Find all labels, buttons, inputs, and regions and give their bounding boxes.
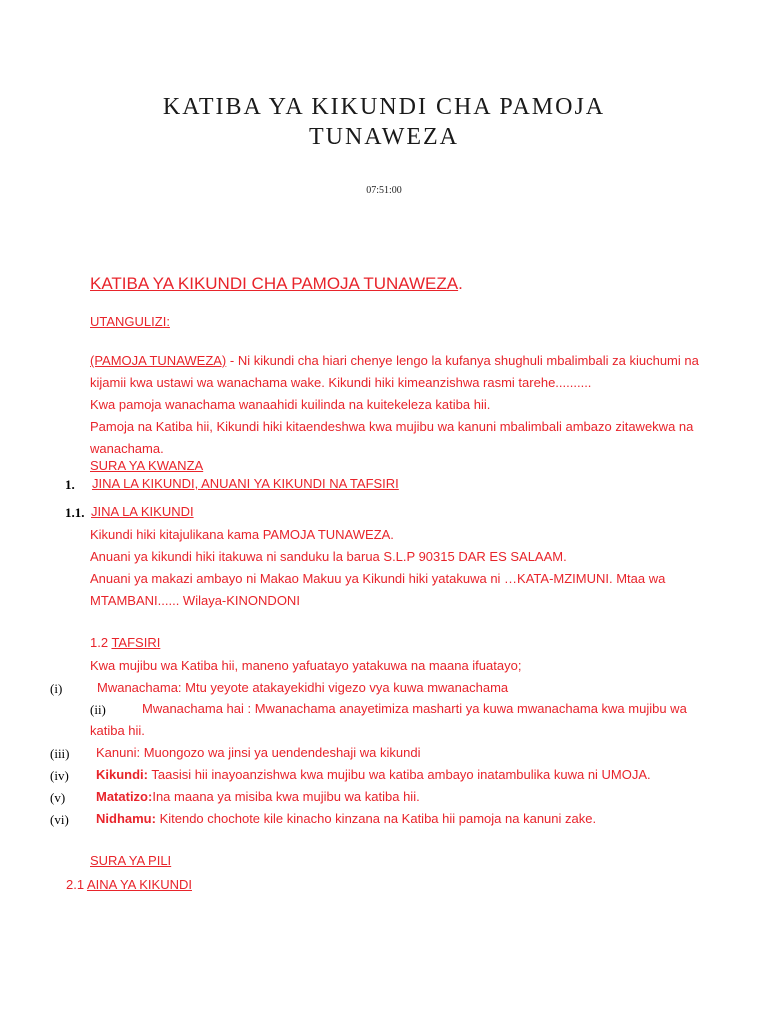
doc-timestamp: 07:51:00 <box>366 185 402 196</box>
definition-iv-term: Kikundi: <box>96 767 148 782</box>
definition-v-text: Ina maana ya misiba kwa mujibu wa katiba hii. <box>152 789 420 804</box>
sura-kwanza-heading: SURA YA KWANZA <box>90 458 204 473</box>
intro-line1-rest: - Ni kikundi cha hiari chenye lengo la kufanya shughuli mbalimbali za kiuchumi na <box>226 353 699 368</box>
section-1-1-line: Anuani ya makazi ambayo ni Makao Makuu ya Kikundi hiki yatakuwa ni …KATA-MZIMUNI. Mtaa wa <box>90 571 666 586</box>
definition-iv-number: (iv) <box>50 768 69 783</box>
section-1-2-number: 1.2 <box>90 635 112 650</box>
sura-pili-heading: SURA YA PILI <box>90 853 172 868</box>
section-2-1-heading <box>66 877 192 892</box>
section-2-1-number: 2.1 <box>66 877 87 892</box>
definition-vi-text: Kitendo chochote kile kinacho kinzana na Katiba hii pamoja na kanuni zake. <box>155 811 597 826</box>
intro-line4: Pamoja na Katiba hii, Kikundi hiki kitaendeshwa kwa mujibu wa kanuni mbalimbali ambazo zitawekwa na <box>90 419 694 434</box>
intro-line1 <box>90 353 699 368</box>
definition-v-term: Matatizo: <box>96 789 153 804</box>
definition-v <box>96 789 420 804</box>
section-1-2-intro: Kwa mujibu wa Katiba hii, maneno yafuatayo yatakuwa na maana ifuatayo; <box>90 658 522 673</box>
main-heading <box>90 274 463 294</box>
section-1-title: JINA LA KIKUNDI, ANUANI YA KIKUNDI NA TAFSIRI <box>92 476 399 491</box>
section-1-2-heading <box>90 635 160 650</box>
main-heading-text: KATIBA YA KIKUNDI CHA PAMOJA TUNAWEZA <box>90 274 459 293</box>
definition-ii-continuation: katiba hii. <box>90 723 145 738</box>
section-1-1-line: Anuani ya kikundi hiki itakuwa ni sanduku la barua S.L.P 90315 DAR ES SALAAM. <box>90 549 567 564</box>
section-1-1-line: Kikundi hiki kitajulikana kama PAMOJA TUNAWEZA. <box>90 527 394 542</box>
definition-i-text: Mwanachama: Mtu yeyote atakayekidhi vigezo vya kuwa mwanachama <box>97 680 509 695</box>
definition-ii-number: (ii) <box>90 702 106 717</box>
intro-line5: wanachama. <box>90 441 164 456</box>
utangulizi-heading: UTANGULIZI: <box>90 314 170 329</box>
main-heading-period: . <box>458 274 463 293</box>
intro-line2: kijamii kwa ustawi wa wanachama wake. Kikundi hiki kimeanzishwa rasmi tarehe.......... <box>90 375 592 390</box>
definition-i-number: (i) <box>50 681 63 696</box>
section-1-1-number: 1.1. <box>65 505 85 520</box>
section-1-number: 1. <box>65 477 75 492</box>
definition-vi <box>96 811 596 826</box>
definition-iv-text: Taasisi hii inayoanzishwa kwa mujibu wa katiba ambayo inatambulika kuwa ni UMOJA. <box>148 767 651 782</box>
definition-ii-text: Mwanachama hai : Mwanachama anayetimiza masharti ya kuwa mwanachama kwa mujibu wa <box>142 701 687 716</box>
doc-title-line1: KATIBA YA KIKUNDI CHA PAMOJA <box>162 94 606 120</box>
intro-group-name: (PAMOJA TUNAWEZA) <box>90 353 227 368</box>
definition-iii-text: Kanuni: Muongozo wa jinsi ya uendendeshaji wa kikundi <box>96 745 421 760</box>
section-1-2-title: TAFSIRI <box>111 635 161 650</box>
intro-line3: Kwa pamoja wanachama wanaahidi kuilinda na kuitekeleza katiba hii. <box>90 397 491 412</box>
definition-iv <box>96 767 651 782</box>
definition-v-number: (v) <box>50 790 66 805</box>
section-1-1-title: JINA LA KIKUNDI <box>91 504 194 519</box>
section-1-1-line: MTAMBANI...... Wilaya-KINONDONI <box>90 593 300 608</box>
definition-vi-term: Nidhamu: <box>96 811 156 826</box>
doc-title-line2: TUNAWEZA <box>308 124 460 150</box>
section-2-1-title: AINA YA KIKUNDI <box>86 877 192 892</box>
definition-vi-number: (vi) <box>50 812 69 827</box>
definition-iii-number: (iii) <box>50 746 70 761</box>
